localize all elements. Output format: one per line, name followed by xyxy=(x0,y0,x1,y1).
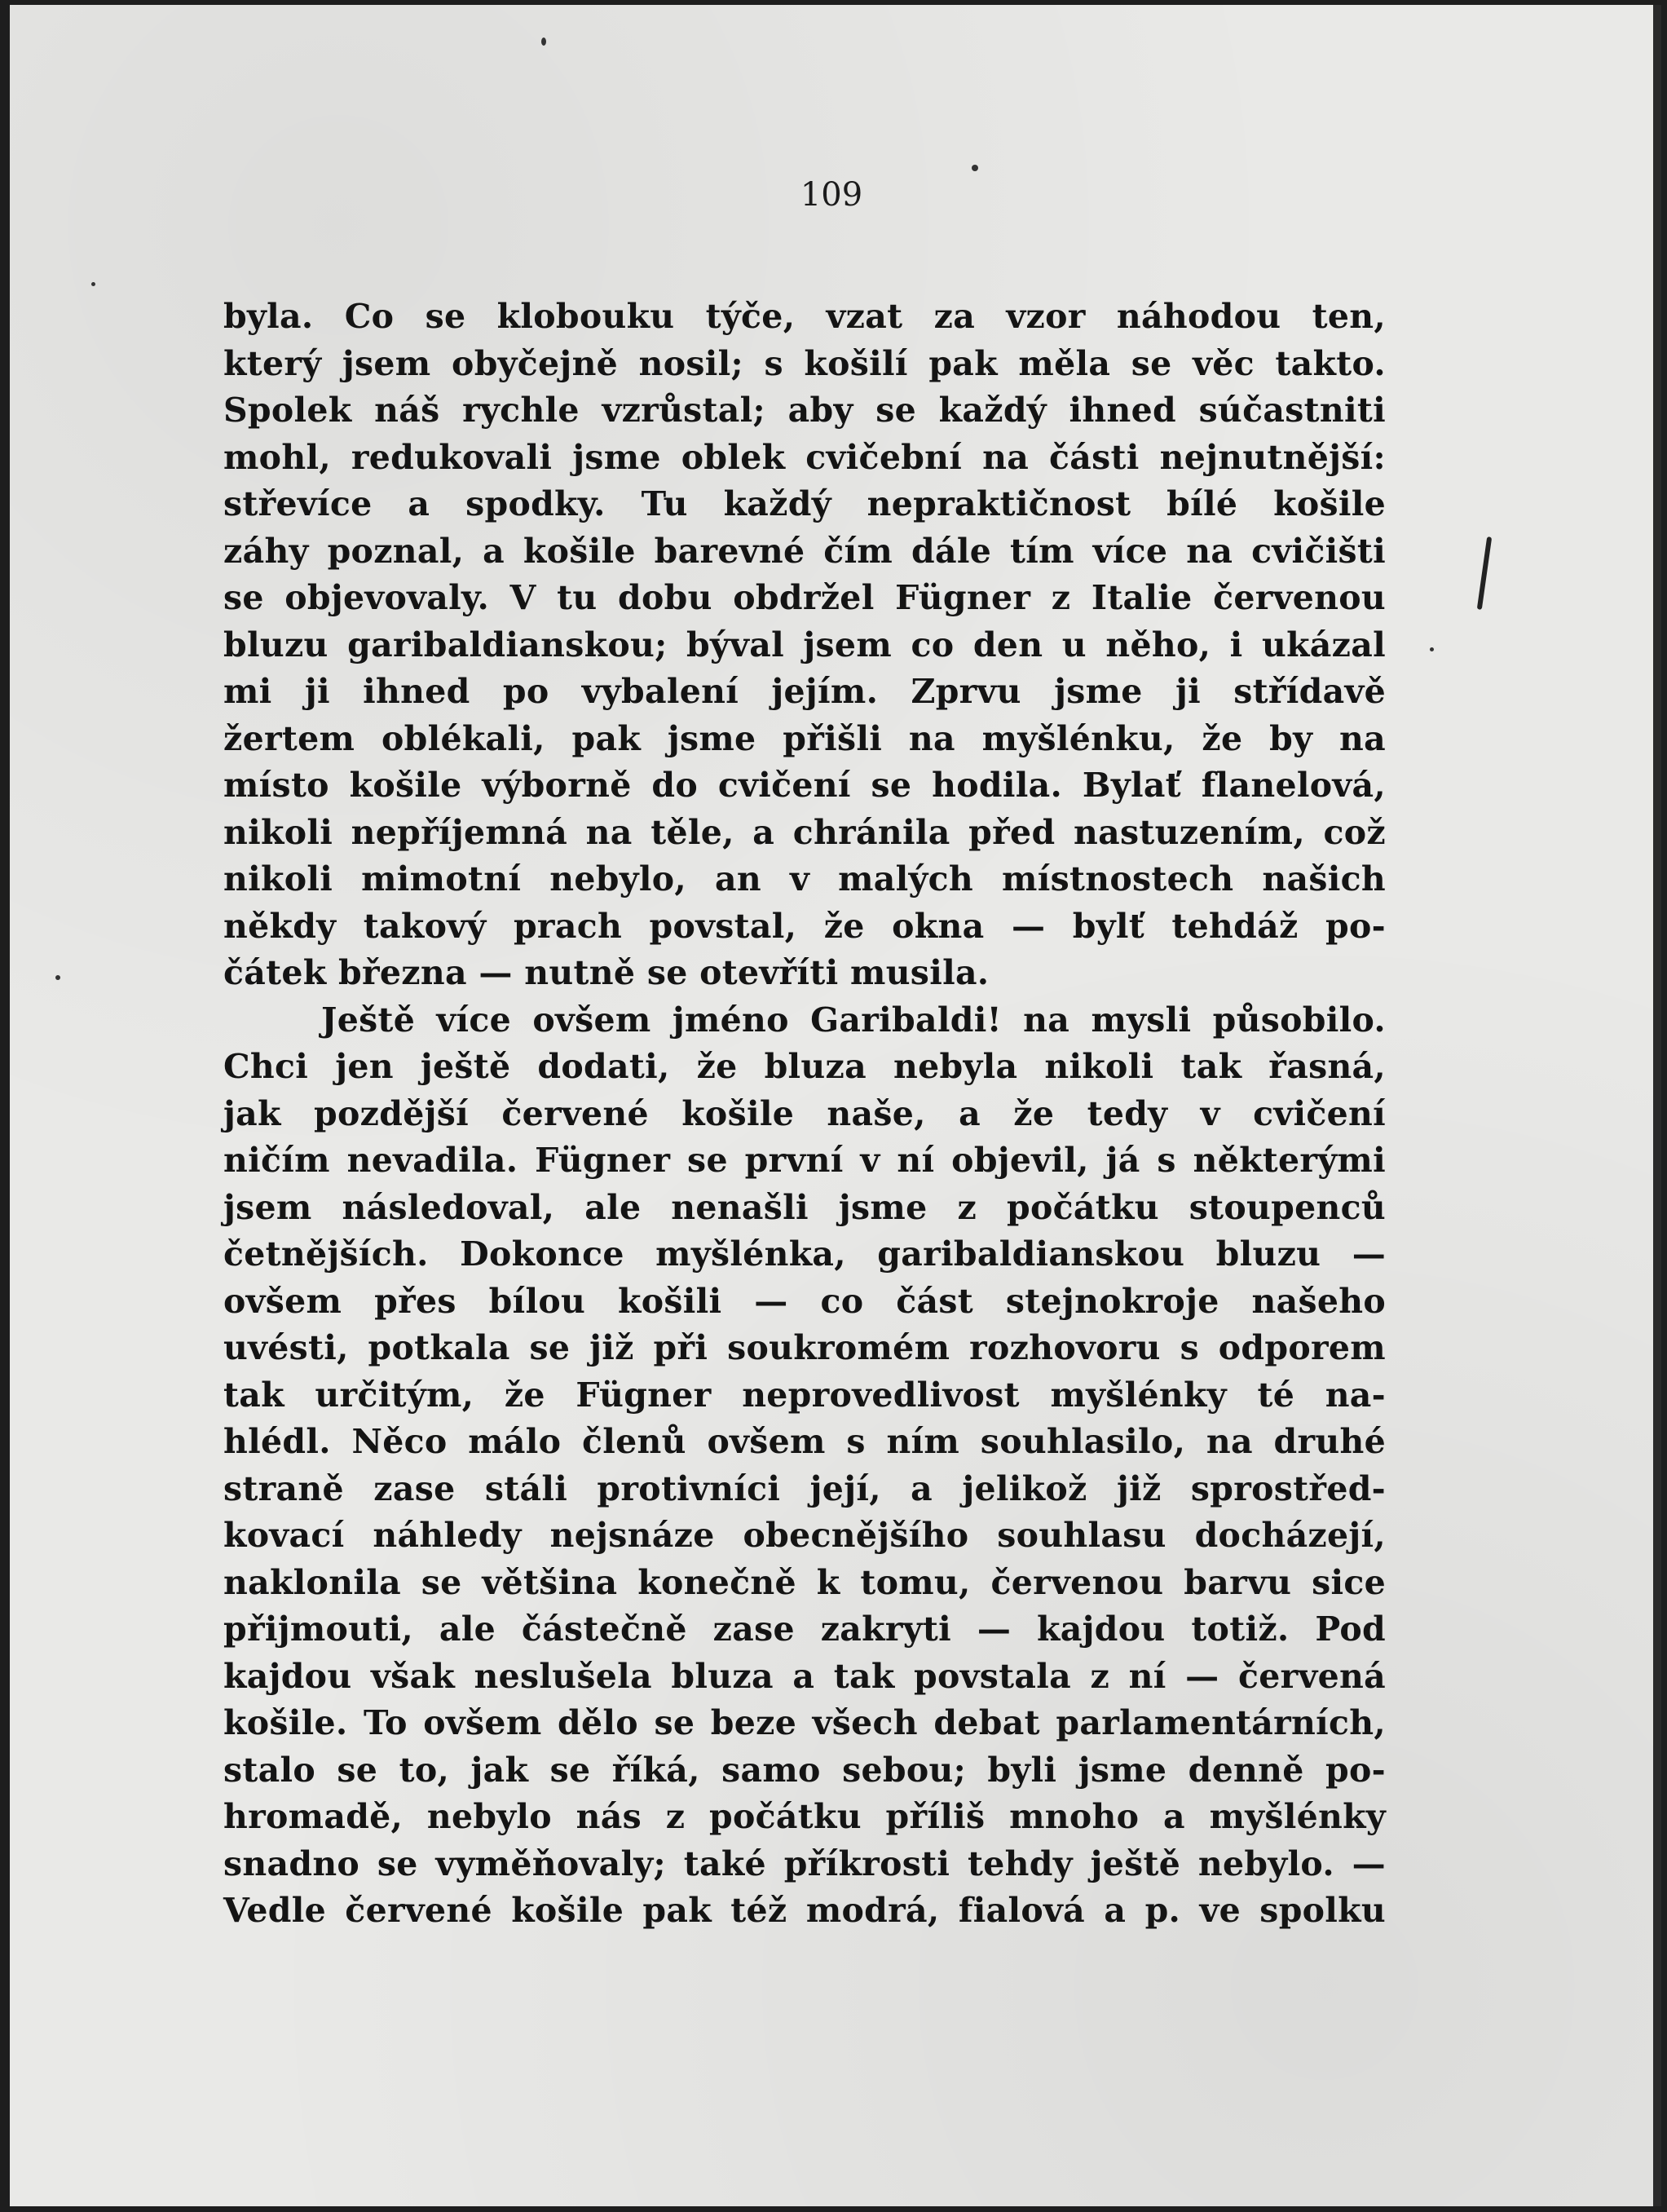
page-number: 109 xyxy=(800,176,863,214)
text-line: střevíce a spodky. Tu každý nepraktičnost bílé košile xyxy=(223,484,1386,523)
text-line: žertem oblékali, pak jsme přišli na myšlénku, že by na xyxy=(223,718,1386,758)
text-line: hromadě, nebylo nás z počátku příliš mnoho a myšlénky xyxy=(223,1797,1386,1836)
text-line: někdy takový prach povstal, že okna — bylť tehdáž po- xyxy=(223,906,1386,946)
scan-speck xyxy=(55,975,60,980)
text-line: záhy poznal, a košile barevné čím dále tím více na cvičišti xyxy=(223,531,1386,571)
text-line: kajdou však neslušela bluza a tak povstala z ní — červená xyxy=(223,1656,1386,1696)
text-line: místo košile výborně do cvičení se hodila. Bylať flanelová, xyxy=(223,766,1386,805)
text-line: naklonila se většina konečně k tomu, červenou barvu sice xyxy=(223,1562,1386,1602)
text-line: kovací náhledy nejsnáze obecnějšího souhlasu docházejí, xyxy=(223,1516,1386,1555)
text-line: mohl, redukovali jsme oblek cvičební na části nejnutnější: xyxy=(223,437,1386,477)
text-line: který jsem obyčejně nosil; s košilí pak měla se věc takto. xyxy=(223,343,1386,383)
text-line: jsem následoval, ale nenašli jsme z počátku stoupenců xyxy=(223,1187,1386,1227)
scan-speck xyxy=(972,165,978,171)
scan-speck xyxy=(541,38,546,46)
text-line: nikoli mimotní nebylo, an v malých místnostech našich xyxy=(223,859,1386,898)
text-line: jak pozdější červené košile naše, a že tedy v cvičení xyxy=(223,1093,1386,1133)
text-line: nikoli nepříjemná na těle, a chránila před nastuzením, což xyxy=(223,812,1386,852)
text-line: stalo se to, jak se říká, samo sebou; byli jsme denně po- xyxy=(223,1750,1386,1790)
margin-pencil-mark xyxy=(1477,536,1492,610)
text-line: bluzu garibaldianskou; býval jsem co den u něho, i ukázal xyxy=(223,625,1386,664)
text-line: přijmouti, ale částečně zase zakryti — kajdou totiž. Pod xyxy=(223,1609,1386,1649)
text-line: čátek března — nutně se otevříti musila. xyxy=(223,953,990,992)
text-line: tak určitým, že Fügner neprovedlivost myšlénky té na- xyxy=(223,1375,1386,1415)
text-line: mi ji ihned po vybalení jejím. Zprvu jsme ji střídavě xyxy=(223,672,1386,711)
text-line: straně zase stáli protivníci její, a jelikož již sprostřed- xyxy=(223,1468,1386,1508)
text-line: se objevovaly. V tu dobu obdržel Fügner z Italie červenou xyxy=(223,578,1386,617)
body-text xyxy=(223,294,1386,1935)
text-line: ničím nevadila. Fügner se první v ní objevil, já s některými xyxy=(223,1141,1386,1180)
text-line: Chci jen ještě dodati, že bluza nebyla nikoli tak řasná, xyxy=(223,1047,1386,1086)
paragraph-start-line: Ještě více ovšem jméno Garibaldi! na mysli působilo. xyxy=(321,1000,1386,1040)
text-line: Vedle červené košile pak též modrá, fialová a p. ve spolku xyxy=(223,1891,1386,1930)
text-line: Spolek náš rychle vzrůstal; aby se každý ihned súčastniti xyxy=(223,391,1386,430)
text-line: uvésti, potkala se již při soukromém rozhovoru s odporem xyxy=(223,1328,1386,1367)
scan-speck xyxy=(91,282,95,286)
text-line: hlédl. Něco málo členů ovšem s ním souhlasilo, na druhé xyxy=(223,1422,1386,1461)
book-page xyxy=(10,5,1661,2206)
scan-speck xyxy=(1430,647,1434,651)
text-line: četnějších. Dokonce myšlénka, garibaldianskou bluzu — xyxy=(223,1234,1386,1274)
text-line: košile. To ovšem dělo se beze všech debat parlamentárních, xyxy=(223,1703,1386,1742)
text-line: byla. Co se klobouku týče, vzat za vzor náhodou ten, xyxy=(223,297,1386,336)
text-line: snadno se vyměňovaly; také příkrosti tehdy ještě nebylo. — xyxy=(223,1843,1386,1883)
text-line: ovšem přes bílou košili — co část stejnokroje našeho xyxy=(223,1281,1386,1321)
